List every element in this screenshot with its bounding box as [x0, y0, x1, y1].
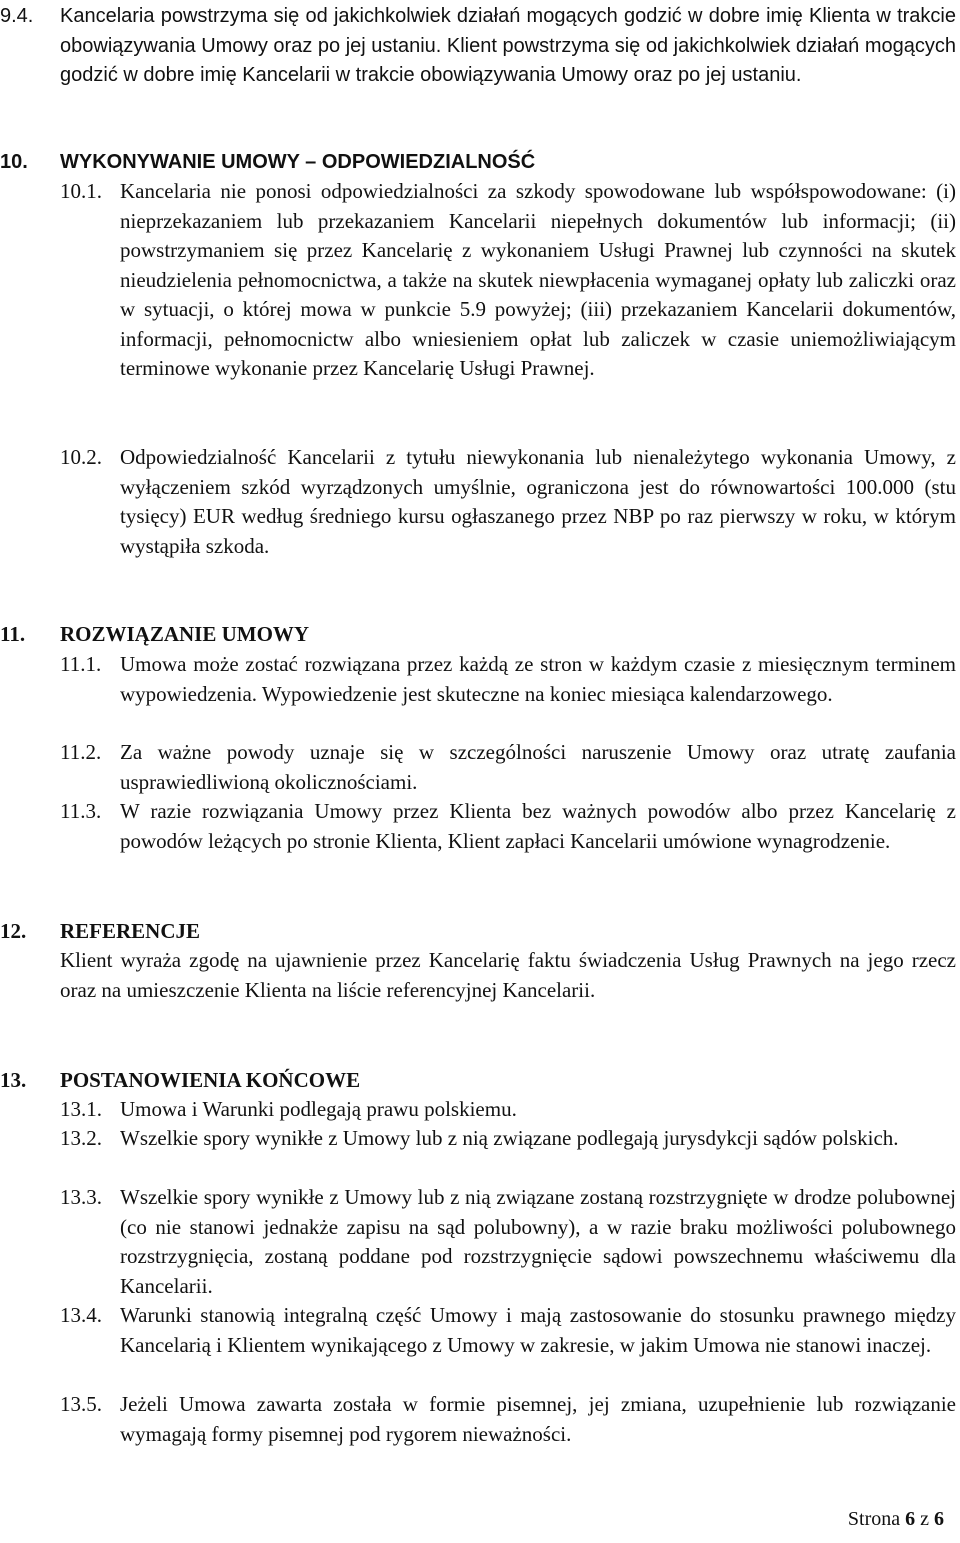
clause-text: Umowa i Warunki podlegają prawu polskiemu. [120, 1097, 517, 1121]
page-label: Strona [847, 1508, 901, 1530]
clause-text: Jeżeli Umowa zawarta została w formie pisemnej, jej zmiana, uzupełnienie lub rozwiązanie wymagają formy pisemnej pod rygorem nieważności. [120, 1392, 956, 1446]
clause-9-4 [0, 2, 956, 91]
clause-text: Kancelaria nie ponosi odpowiedzialności za szkody spowodowane lub współspowodowane: (i) nieprzekazaniem lub przekazaniem Kancelarii niepełnych dokumentów lub informacji; (ii) powstrzymaniem się przez Kancelarię z wykonaniem Usługi Prawnej lub czynności na skutek nieudzielenia pełnomocnictwa, a także na skutek niewpłacenia wymaganej opłaty lub zaliczki oraz w sytuacji, o której mowa w punkcie 5.9 powyżej; (iii) przekazaniem Kancelarii dokumentów, informacji, pełnomocnictw albo wniesieniem opłat lub zaliczek w czasie uniemożliwiającym terminowe wykonanie przez Kancelarię Usługi Prawnej. [120, 179, 956, 380]
clause-text: Za ważne powody uznaje się w szczególności naruszenie Umowy oraz utratę zaufania usprawiedliwioną okolicznościami. [120, 740, 956, 794]
clause-text: Warunki stanowią integralną część Umowy i mają zastosowanie do stosunku prawnego między Kancelarią i Klientem wynikającego z Umowy w zakresie, w jakim Umowa nie stanowi inaczej. [120, 1303, 956, 1357]
clause-number: 13.1. [60, 1097, 102, 1121]
section-11-heading [0, 620, 956, 650]
clause-text: W razie rozwiązania Umowy przez Klienta bez ważnych powodów albo przez Kancelarię z powodów leżących po stronie Klienta, Klient zapłaci Kancelarii umówione wynagrodzenie. [120, 799, 956, 853]
clause-number: 13.4. [60, 1303, 102, 1327]
clause-text: Wszelkie spory wynikłe z Umowy lub z nią związane zostaną rozstrzygnięte w drodze polubownej (co nie stanowi jednakże zapisu na sąd polubowny), a w razie braku możliwości polubownego rozstrzygnięcia, zostaną poddane pod rozstrzygnięcie sądowi powszechnemu właściwemu dla Kancelarii. [120, 1185, 956, 1298]
clause-number: 10.2. [60, 445, 102, 469]
section-number: 10. [0, 151, 28, 173]
clause-number: 13.2. [60, 1126, 102, 1150]
section-title: WYKONYWANIE UMOWY – ODPOWIEDZIALNOŚĆ [60, 151, 536, 173]
section-12-text: Klient wyraża zgodę na ujawnienie przez Kancelarię faktu świadczenia Usług Prawnych na jego rzecz oraz na umieszczenie Klienta na liście referencyjnej Kancelarii. [60, 948, 956, 1002]
total-pages: 6 [934, 1508, 944, 1530]
clause-number: 13.5. [60, 1392, 102, 1416]
clause-13-5 [60, 1390, 956, 1449]
section-13-heading [0, 1066, 956, 1096]
clause-number: 11.3. [60, 799, 102, 823]
clause-10-1 [60, 177, 956, 384]
clause-text: Kancelaria powstrzyma się od jakichkolwiek działań mogących godzić w dobre imię Klienta w trakcie obowiązywania Umowy oraz po jej ustaniu. Klient powstrzyma się od jakichkolwiek działań mogących godzić w dobre imię Kancelarii w trakcie obowiązywania Umowy oraz po jej ustaniu. [60, 5, 956, 86]
clause-number: 13.3. [60, 1185, 102, 1209]
clause-number: 10.1. [60, 179, 102, 203]
clause-11-1 [60, 650, 956, 709]
clause-text: Odpowiedzialność Kancelarii z tytułu niewykonania lub nienależytego wykonania Umowy, z wyłączeniem szkód wyrządzonych umyślnie, ograniczona jest do równowartości 100.000 (stu tysięcy) EUR według średniego kursu ogłaszanego przez NBP po raz pierwszy w roku, w którym wystąpiła szkoda. [120, 445, 956, 558]
clause-10-2 [60, 443, 956, 561]
clause-text: Umowa może zostać rozwiązana przez każdą ze stron w każdym czasie z miesięcznym terminem wypowiedzenia. Wypowiedzenie jest skuteczne na koniec miesiąca kalendarzowego. [120, 652, 956, 706]
section-title: REFERENCJE [60, 919, 201, 943]
clause-11-2 [60, 738, 956, 797]
clause-number: 9.4. [0, 5, 34, 27]
section-12-heading [0, 917, 956, 947]
clause-number: 11.2. [60, 740, 102, 764]
section-number: 12. [0, 919, 27, 943]
section-number: 13. [0, 1068, 27, 1092]
page-separator: z [920, 1508, 929, 1530]
clause-text: Wszelkie spory wynikłe z Umowy lub z nią związane podlegają jurysdykcji sądów polskich. [120, 1126, 899, 1150]
clause-13-1 [60, 1095, 956, 1125]
clause-13-2 [60, 1124, 956, 1154]
clause-11-3 [60, 797, 956, 856]
section-number: 11. [0, 622, 26, 646]
current-page: 6 [905, 1508, 916, 1530]
page-number-footer [848, 1506, 944, 1532]
clause-number: 11.1. [60, 652, 102, 676]
clause-13-3 [60, 1183, 956, 1301]
clause-13-4 [60, 1301, 956, 1360]
section-title: POSTANOWIENIA KOŃCOWE [60, 1068, 361, 1092]
section-title: ROZWIĄZANIE UMOWY [60, 622, 310, 646]
section-10-heading [0, 148, 956, 178]
